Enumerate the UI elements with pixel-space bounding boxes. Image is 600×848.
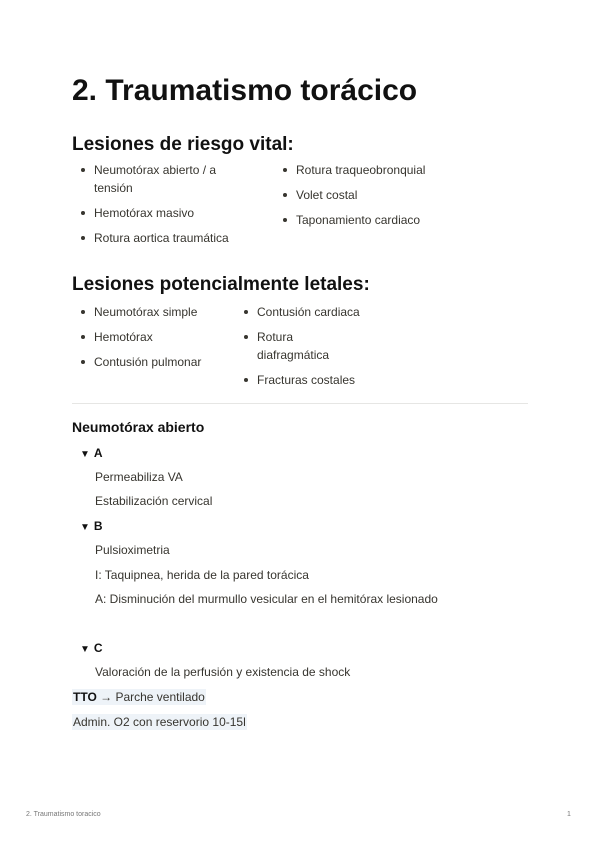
triangle-down-icon: ▼ (80, 449, 90, 460)
list-letales-left (72, 303, 232, 378)
list-item: Volet costal (274, 186, 504, 204)
tto-text: → Parche ventilado (96, 690, 205, 704)
tto-label: TTO (73, 690, 97, 704)
divider (72, 403, 528, 404)
list-item: Rotura aortica traumática (72, 229, 242, 247)
list-letales-right (235, 303, 365, 396)
toggle-line: Permeabiliza VA (95, 470, 183, 484)
toggle-line: Pulsioximetria (95, 543, 170, 557)
toggle-line: Estabilización cervical (95, 494, 213, 508)
footer-title: 2. Traumatismo toracico (26, 811, 101, 818)
toggle-label: A (93, 446, 103, 460)
toggle-line: Valoración de la perfusión y existencia de shock (95, 665, 351, 679)
list-item: Fracturas costales (235, 371, 365, 389)
footer-page-number: 1 (567, 811, 571, 818)
toggle-line: I: Taquipnea, herida de la pared torácica (95, 568, 309, 582)
toggle-label: B (93, 519, 103, 533)
toggle-line: A: Disminución del murmullo vesicular en el hemitórax lesionado (95, 592, 438, 606)
page-title: 2. Traumatismo torácico (72, 74, 418, 107)
toggle-c[interactable] (80, 641, 103, 655)
toggle-a[interactable] (80, 446, 103, 460)
toggle-b[interactable] (80, 519, 103, 533)
tto-line (72, 689, 206, 705)
admin-line: Admin. O2 con reservorio 10-15l (73, 715, 246, 729)
list-item: Contusión pulmonar (72, 353, 232, 371)
list-item: Hemotórax masivo (72, 204, 242, 222)
list-item: Hemotórax (72, 328, 232, 346)
list-item: Rotura diafragmática (235, 328, 347, 364)
list-item: Contusión cardiaca (235, 303, 365, 321)
triangle-down-icon: ▼ (80, 644, 90, 655)
list-vital-left (72, 161, 242, 254)
list-item: Neumotórax abierto / a tensión (72, 161, 242, 197)
section-heading-vital: Lesiones de riesgo vital: (72, 134, 294, 155)
list-item: Neumotórax simple (72, 303, 232, 321)
list-item: Rotura traqueobronquial (274, 161, 504, 179)
list-item: Taponamiento cardiaco (274, 211, 504, 229)
toggle-label: C (93, 641, 103, 655)
section-heading-neumotorax: Neumotórax abierto (72, 419, 205, 435)
list-vital-right (274, 161, 504, 236)
section-heading-letales: Lesiones potencialmente letales: (72, 274, 370, 295)
triangle-down-icon: ▼ (80, 522, 90, 533)
